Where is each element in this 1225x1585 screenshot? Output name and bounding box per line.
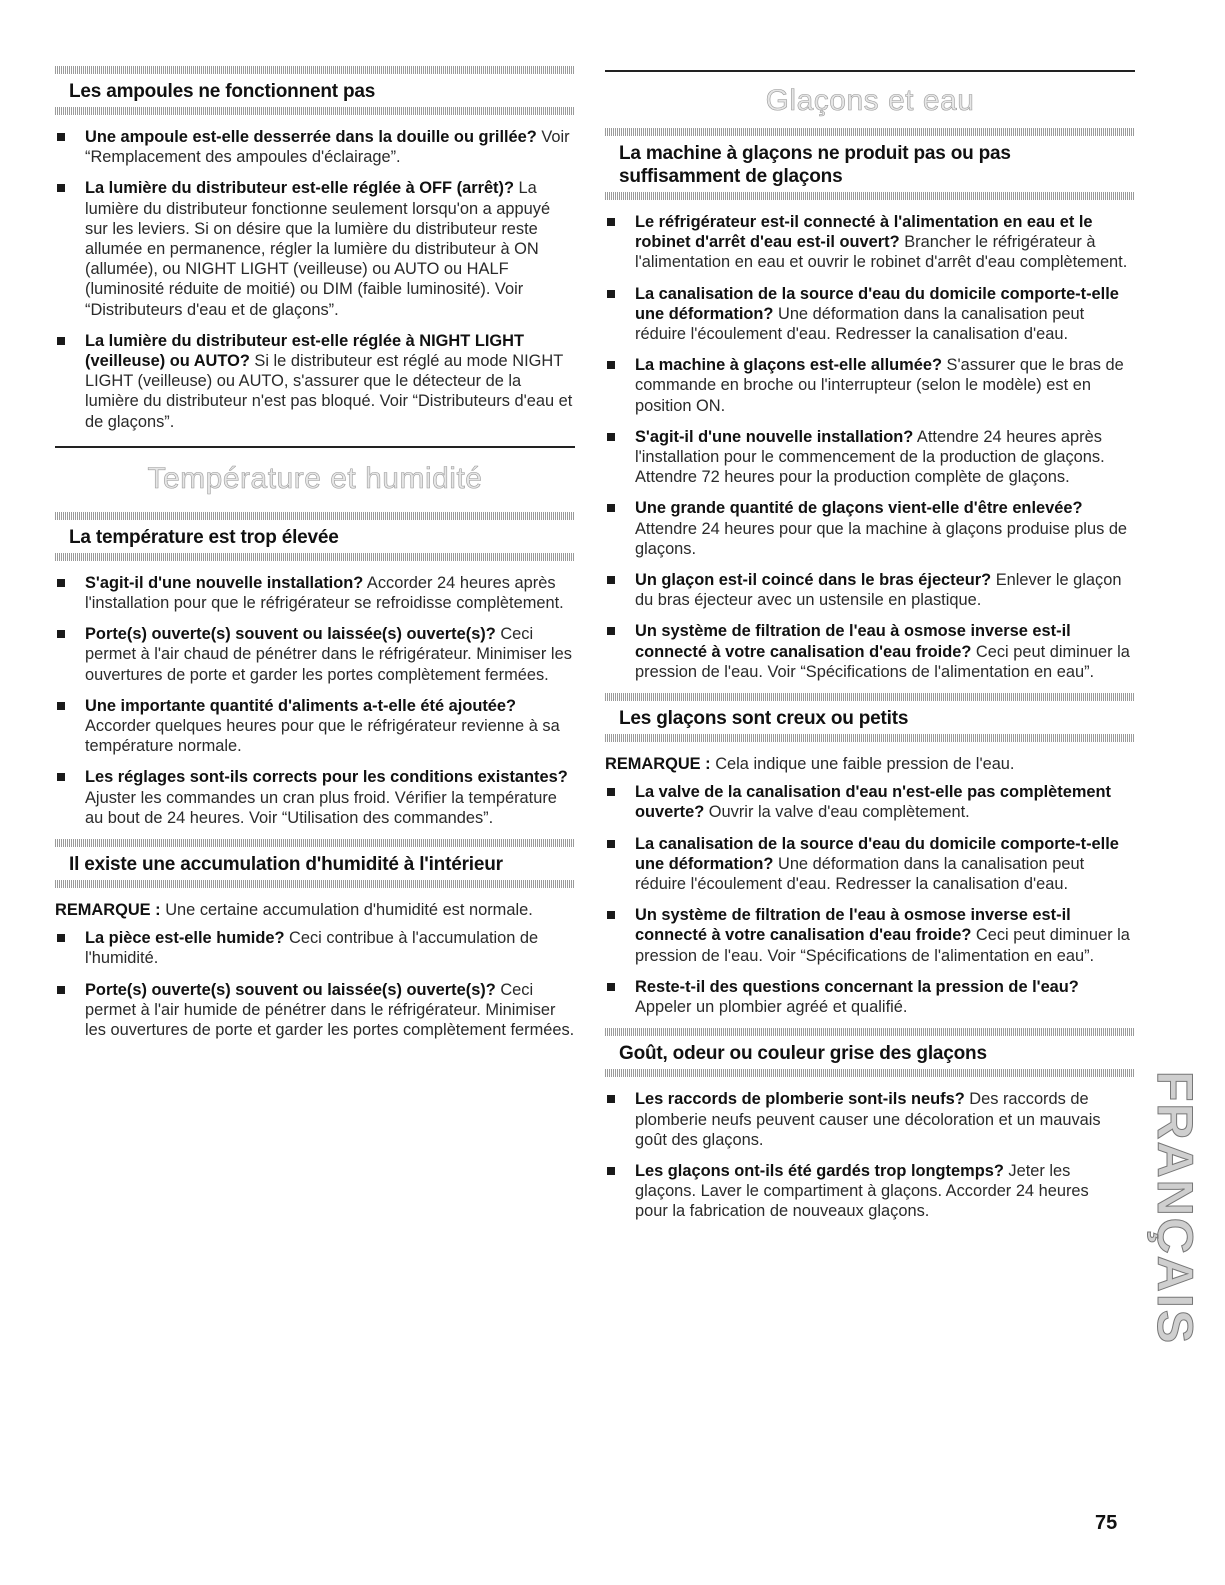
list-item — [55, 980, 575, 1041]
list-item — [605, 621, 1135, 682]
list-item — [55, 696, 575, 757]
item-answer: Ceci permet à l'air chaud de pénétrer dans le réfrigérateur. Minimiser les ouvertures de porte et garder les portes complètement fermées. — [85, 625, 572, 684]
item-question: Un système de filtration de l'eau à osmose inverse est-il connecté à votre canalisation d'eau froide? — [635, 906, 1071, 945]
section-title-temperature: Température et humidité — [147, 461, 483, 495]
remark-label: REMARQUE : — [55, 901, 161, 920]
item-question: Une grande quantité de glaçons vient-elle d'être enlevée? — [635, 499, 1083, 518]
item-answer: Attendre 24 heures après l'installation pour le commencement de la production de glaçons. Attendre 72 heures pour la production complète de glaçons. — [635, 427, 1105, 487]
item-question: Les réglages sont-ils corrects pour les conditions existantes? — [85, 768, 568, 787]
item-answer: Des raccords de plomberie neufs peuvent causer une décoloration et un mauvais goût des glaçons. — [635, 1090, 1101, 1149]
item-question: La canalisation de la source d'eau du domicile comporte-t-elle une déformation? — [635, 834, 1119, 873]
item-question: Une ampoule est-elle desserrée dans la douille ou grillée? — [85, 128, 537, 146]
item-question: Un système de filtration de l'eau à osmose inverse est-il connecté à votre canalisation d'eau froide? — [635, 622, 1071, 661]
list-item — [605, 498, 1135, 559]
item-answer: S'assurer que le bras de commande en broche ou l'interrupteur (selon le modèle) est en position ON. — [635, 356, 1124, 415]
section-rule — [605, 70, 1135, 72]
left-column — [55, 66, 575, 1051]
item-answer: Ceci peut diminuer la pression de l'eau. Voir “Spécifications de l'alimentation en eau”. — [635, 642, 1130, 681]
remark — [605, 754, 1135, 774]
item-question: S'agit-il d'une nouvelle installation? — [85, 573, 364, 592]
list-item — [605, 355, 1135, 416]
item-question: Reste-t-il des questions concernant la pression de l'eau? — [635, 977, 1079, 996]
hatch-rule — [605, 693, 1135, 701]
item-question: La valve de la canalisation d'eau n'est-elle pas complètement ouverte? — [635, 783, 1112, 822]
item-answer: Accorder 24 heures après l'installation pour que le réfrigérateur se refroidisse complètement. — [85, 573, 564, 613]
subsection-title: La machine à glaçons ne produit pas ou pas suffisamment de glaçons — [619, 143, 1011, 187]
item-question: Un glaçon est-il coincé dans le bras éjecteur? — [635, 571, 992, 590]
item-question: Une importante quantité d'aliments a-t-elle été ajoutée? — [85, 696, 517, 715]
hatch-rule — [605, 1028, 1135, 1036]
hatch-rule — [55, 66, 575, 74]
hatch-rule — [55, 512, 575, 520]
remark — [55, 900, 575, 920]
subsection-title: Goût, odeur ou couleur grise des glaçons — [619, 1043, 987, 1065]
hatch-rule — [605, 1069, 1135, 1077]
item-answer: Attendre 24 heures pour que la machine à glaçons produise plus de glaçons. — [635, 519, 1128, 558]
hatch-rule — [55, 880, 575, 888]
item-answer: Une déformation dans la canalisation peut réduire l'écoulement d'eau. Redresser la canalisation d'eau. — [635, 854, 1085, 894]
item-question: La machine à glaçons est-elle allumée? — [635, 356, 942, 375]
temp-high-list — [55, 573, 575, 828]
remark-label: REMARQUE : — [605, 755, 711, 774]
remark-text: Cela indique une faible pression de l'eau. — [710, 755, 1015, 774]
subsection-hollow-ice — [605, 693, 1135, 742]
item-answer: Jeter les glaçons. Laver le compartiment à glaçons. Accorder 24 heures pour la fabrication de nouveaux glaçons. — [635, 1161, 1089, 1221]
page-number: 75 — [1095, 1512, 1118, 1534]
hatch-rule — [55, 553, 575, 561]
language-side-tab — [1147, 1068, 1204, 1348]
item-question: La lumière du distributeur est-elle réglée à NIGHT LIGHT (veilleuse) ou AUTO? — [85, 331, 524, 371]
remark-text: Une certaine accumulation d'humidité est normale. — [160, 901, 533, 920]
item-answer: Ouvrir la valve d'eau complètement. — [704, 803, 970, 822]
list-item — [55, 127, 575, 167]
item-answer: Ajuster les commandes un cran plus froid. Vérifier la température au bout de 24 heures. Voir “Utilisation des commandes”. — [85, 788, 557, 827]
subsection-title: Les glaçons sont creux ou petits — [619, 708, 909, 730]
item-question: La pièce est-elle humide? — [85, 929, 285, 948]
humidity-list — [55, 928, 575, 1040]
item-answer: Si le distributeur est réglé au mode NIGHT LIGHT (veilleuse) ou AUTO, s'assurer que le détecteur de la lumière du distributeur n'est pas bloqué. Voir “Distributeurs d'eau et de glaçons”. — [85, 352, 573, 431]
item-answer: Appeler un plombier agréé et qualifié. — [635, 998, 908, 1017]
list-item — [55, 573, 575, 613]
subsection-title: Il existe une accumulation d'humidité à l'intérieur — [69, 854, 503, 876]
hollow-ice-list — [605, 782, 1135, 1017]
list-item — [55, 331, 575, 432]
item-question: La lumière du distributeur est-elle réglée à OFF (arrêt)? — [85, 179, 514, 198]
subsection-lamps — [55, 66, 575, 115]
right-column — [605, 70, 1135, 1233]
list-item — [55, 767, 575, 828]
subsection-title: La température est trop élevée — [69, 526, 339, 548]
item-answer: Voir “Remplacement des ampoules d'éclairage”. — [85, 128, 570, 167]
item-question: Le réfrigérateur est-il connecté à l'alimentation en eau et le robinet d'arrêt d'eau est-il ouvert? — [635, 213, 1093, 252]
item-question: Les raccords de plomberie sont-ils neufs? — [635, 1090, 965, 1109]
list-item — [605, 834, 1135, 895]
list-item — [605, 212, 1135, 273]
subsection-ice-maker — [605, 128, 1135, 200]
lamps-list — [55, 127, 575, 432]
list-item — [55, 928, 575, 968]
list-item — [605, 427, 1135, 488]
item-answer: La lumière du distributeur fonctionne seulement lorsqu'on a appuyé sur les leviers. Si on désire que la lumière du distributeur reste allumée en permanence, régler la lumière du distributeur à ON (allumée), ou NIGHT LIGHT (veilleuse) ou AUTO ou HALF (luminosité réduite de moitié) ou DIM (faible luminosité). Voir “Distributeurs d'eau et de glaçons”. — [85, 179, 551, 319]
subsection-temp-high — [55, 512, 575, 561]
item-answer: Accorder quelques heures pour que le réfrigérateur revienne à sa température normale. — [85, 717, 560, 756]
list-item — [55, 178, 575, 319]
item-question: Les glaçons ont-ils été gardés trop longtemps? — [635, 1161, 1004, 1180]
list-item — [605, 284, 1135, 345]
section-rule — [55, 446, 575, 448]
language-label: FRANÇAIS — [1147, 1070, 1204, 1346]
list-item — [605, 977, 1135, 1017]
ice-maker-list — [605, 212, 1135, 682]
list-item — [605, 570, 1135, 610]
list-item — [605, 782, 1135, 822]
section-title-ice-water: Glaçons et eau — [765, 84, 975, 117]
list-item — [605, 905, 1135, 966]
hatch-rule — [55, 107, 575, 115]
item-question: La canalisation de la source d'eau du domicile comporte-t-elle une déformation? — [635, 284, 1119, 323]
item-answer: Ceci peut diminuer la pression de l'eau. Voir “Spécifications de l'alimentation en eau”. — [635, 926, 1130, 965]
subsection-taste — [605, 1028, 1135, 1077]
hatch-rule — [605, 192, 1135, 200]
subsection-humidity — [55, 839, 575, 888]
item-answer: Ceci permet à l'air humide de pénétrer dans le réfrigérateur. Minimiser les ouvertures de porte et garder les portes complètement fermées. — [85, 980, 575, 1040]
list-item — [605, 1161, 1110, 1222]
item-question: Porte(s) ouverte(s) souvent ou laissée(s) ouverte(s)? — [85, 625, 496, 644]
item-answer: Brancher le réfrigérateur à l'alimentation en eau et ouvrir le robinet d'arrêt d'eau complètement. — [635, 233, 1128, 272]
hatch-rule — [605, 734, 1135, 742]
list-item — [605, 1089, 1110, 1150]
subsection-title: Les ampoules ne fonctionnent pas — [69, 81, 376, 102]
item-question: S'agit-il d'une nouvelle installation? — [635, 427, 914, 446]
hatch-rule — [605, 128, 1135, 136]
item-answer: Une déformation dans la canalisation peut réduire l'écoulement d'eau. Redresser la canalisation d'eau. — [635, 304, 1085, 344]
taste-list — [605, 1089, 1110, 1221]
list-item — [55, 624, 575, 685]
item-answer: Enlever le glaçon du bras éjecteur avec un ustensile en plastique. — [635, 571, 1122, 610]
hatch-rule — [55, 839, 575, 847]
item-question: Porte(s) ouverte(s) souvent ou laissée(s) ouverte(s)? — [85, 980, 496, 999]
item-answer: Ceci contribue à l'accumulation de l'humidité. — [85, 929, 539, 968]
